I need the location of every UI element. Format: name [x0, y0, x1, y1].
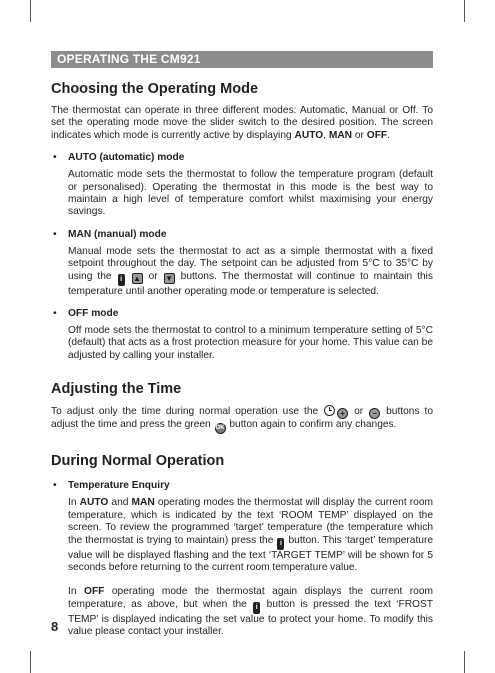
auto-mode-title: AUTO (automatic) mode: [68, 152, 185, 164]
enquiry-paragraph-1: [68, 497, 433, 574]
intro-end: .: [387, 129, 390, 141]
plus-icon: +: [337, 408, 348, 419]
bullet-off-mode: [51, 307, 433, 362]
intro-man: MAN: [328, 129, 353, 141]
bullet-dot: •: [53, 227, 57, 240]
man-mode-text: [68, 246, 433, 298]
bullet-dot: •: [53, 307, 57, 320]
intro-sep: ,: [323, 129, 329, 141]
p2-c: button is pressed the text ‘FROST TEMP’ is displayed indicating the set value to protect your home. To modify this value please contact your installer.: [68, 598, 434, 638]
off-mode-title: OFF mode: [68, 308, 119, 320]
man-text-or: or: [143, 270, 163, 282]
auto-mode-text: Automatic mode sets the thermostat to follow the temperature program (default or personalised). Operating the thermostat in this mode is the best way to maintain a high level of temperature comfort whilst maximising your energy savings.: [68, 169, 433, 218]
heading-normal-operation: During Normal Operation: [51, 453, 225, 470]
intro-text: The thermostat can operate in three different modes: Automatic, Manual or Off. To set the operating mode move the slider switch to the desired position. The screen indicates which mode is currently active by displaying: [51, 105, 433, 141]
section-banner: OPERATING THE CM921: [51, 51, 433, 68]
p1-c: button. This ‘target’ temperature value will be displayed flashing and the text ‘TARGET TEMP’ will be shown for 5 seconds before returning to the current room temperature value.: [68, 534, 434, 573]
man-text-b: buttons. The thermostat will continue to maintain this temperature until another operating mode or temperature is selected.: [68, 270, 433, 297]
p1-b: operating modes the thermostat will display the current room temperature, which is indicated by the text ‘ROOM TEMP’ displayed on the screen. To review the programmed ‘target’ temperature (the temperature which the thermostat is trying to maintain) press the: [68, 497, 433, 546]
thermometer-icon: i: [277, 538, 284, 550]
p2-off: OFF: [84, 586, 105, 598]
time-text-a: To adjust only the time during normal operation use the: [51, 406, 324, 418]
p1-and: and: [108, 497, 132, 509]
time-text-or: or: [349, 406, 369, 418]
intro-auto: AUTO: [294, 129, 324, 141]
intro-off: OFF: [366, 129, 388, 141]
minus-icon: −: [369, 408, 380, 419]
p1-auto: AUTO: [79, 497, 109, 509]
clock-icon: [324, 405, 335, 416]
man-mode-title: MAN (manual) mode: [68, 228, 167, 240]
up-arrow-icon: ▲: [133, 273, 142, 283]
man-text-a: Manual mode sets the thermostat to act as a simple thermostat with a fixed setpoint throughout the day. The setpoint can be adjusted from 5°C to 35°C by using the: [68, 245, 433, 282]
bullet-temperature-enquiry: [51, 479, 433, 638]
time-text-c: button again to confirm any changes.: [226, 419, 397, 431]
bullet-man-mode: [51, 228, 433, 298]
thermometer-icon: i: [118, 274, 125, 286]
down-arrow-icon: ▼: [165, 273, 174, 283]
intro-sep: or: [352, 129, 367, 141]
heading-operating-mode: Choosing the Operating Mode: [51, 81, 259, 97]
bullet-dot: •: [53, 151, 57, 164]
time-text-b: buttons to adjust the time and press the green: [51, 406, 433, 431]
intro-paragraph: [51, 105, 433, 142]
heading-adjusting-time: Adjusting the Time: [51, 381, 182, 398]
p2-a: In: [68, 586, 85, 598]
bullet-dot: •: [53, 479, 57, 492]
p1-a: In: [68, 497, 80, 509]
ok-icon: OK: [215, 423, 226, 434]
bullet-auto-mode: [51, 151, 433, 219]
crop-mark-bottom-right: [464, 651, 465, 673]
crop-mark-top-right: [464, 0, 465, 22]
crop-mark-top-left: [30, 0, 31, 22]
page-number: 8: [51, 619, 59, 634]
manual-page: [51, 51, 433, 639]
adjusting-time-text: [51, 405, 433, 434]
thermometer-icon: i: [253, 602, 260, 614]
off-mode-text: Off mode sets the thermostat to control to a minimum temperature setting of 5°C (default) that acts as a frost protection measure for your home. This value can be adjusted by calling your installer.: [68, 325, 433, 361]
p1-man: MAN: [131, 497, 155, 509]
p2-b: operating mode the thermostat again displays the current room temperature, as above, but when the: [68, 586, 434, 610]
enquiry-paragraph-2: [68, 586, 433, 638]
temperature-enquiry-title: Temperature Enquiry: [68, 480, 170, 492]
crop-mark-bottom-left: [30, 651, 31, 673]
